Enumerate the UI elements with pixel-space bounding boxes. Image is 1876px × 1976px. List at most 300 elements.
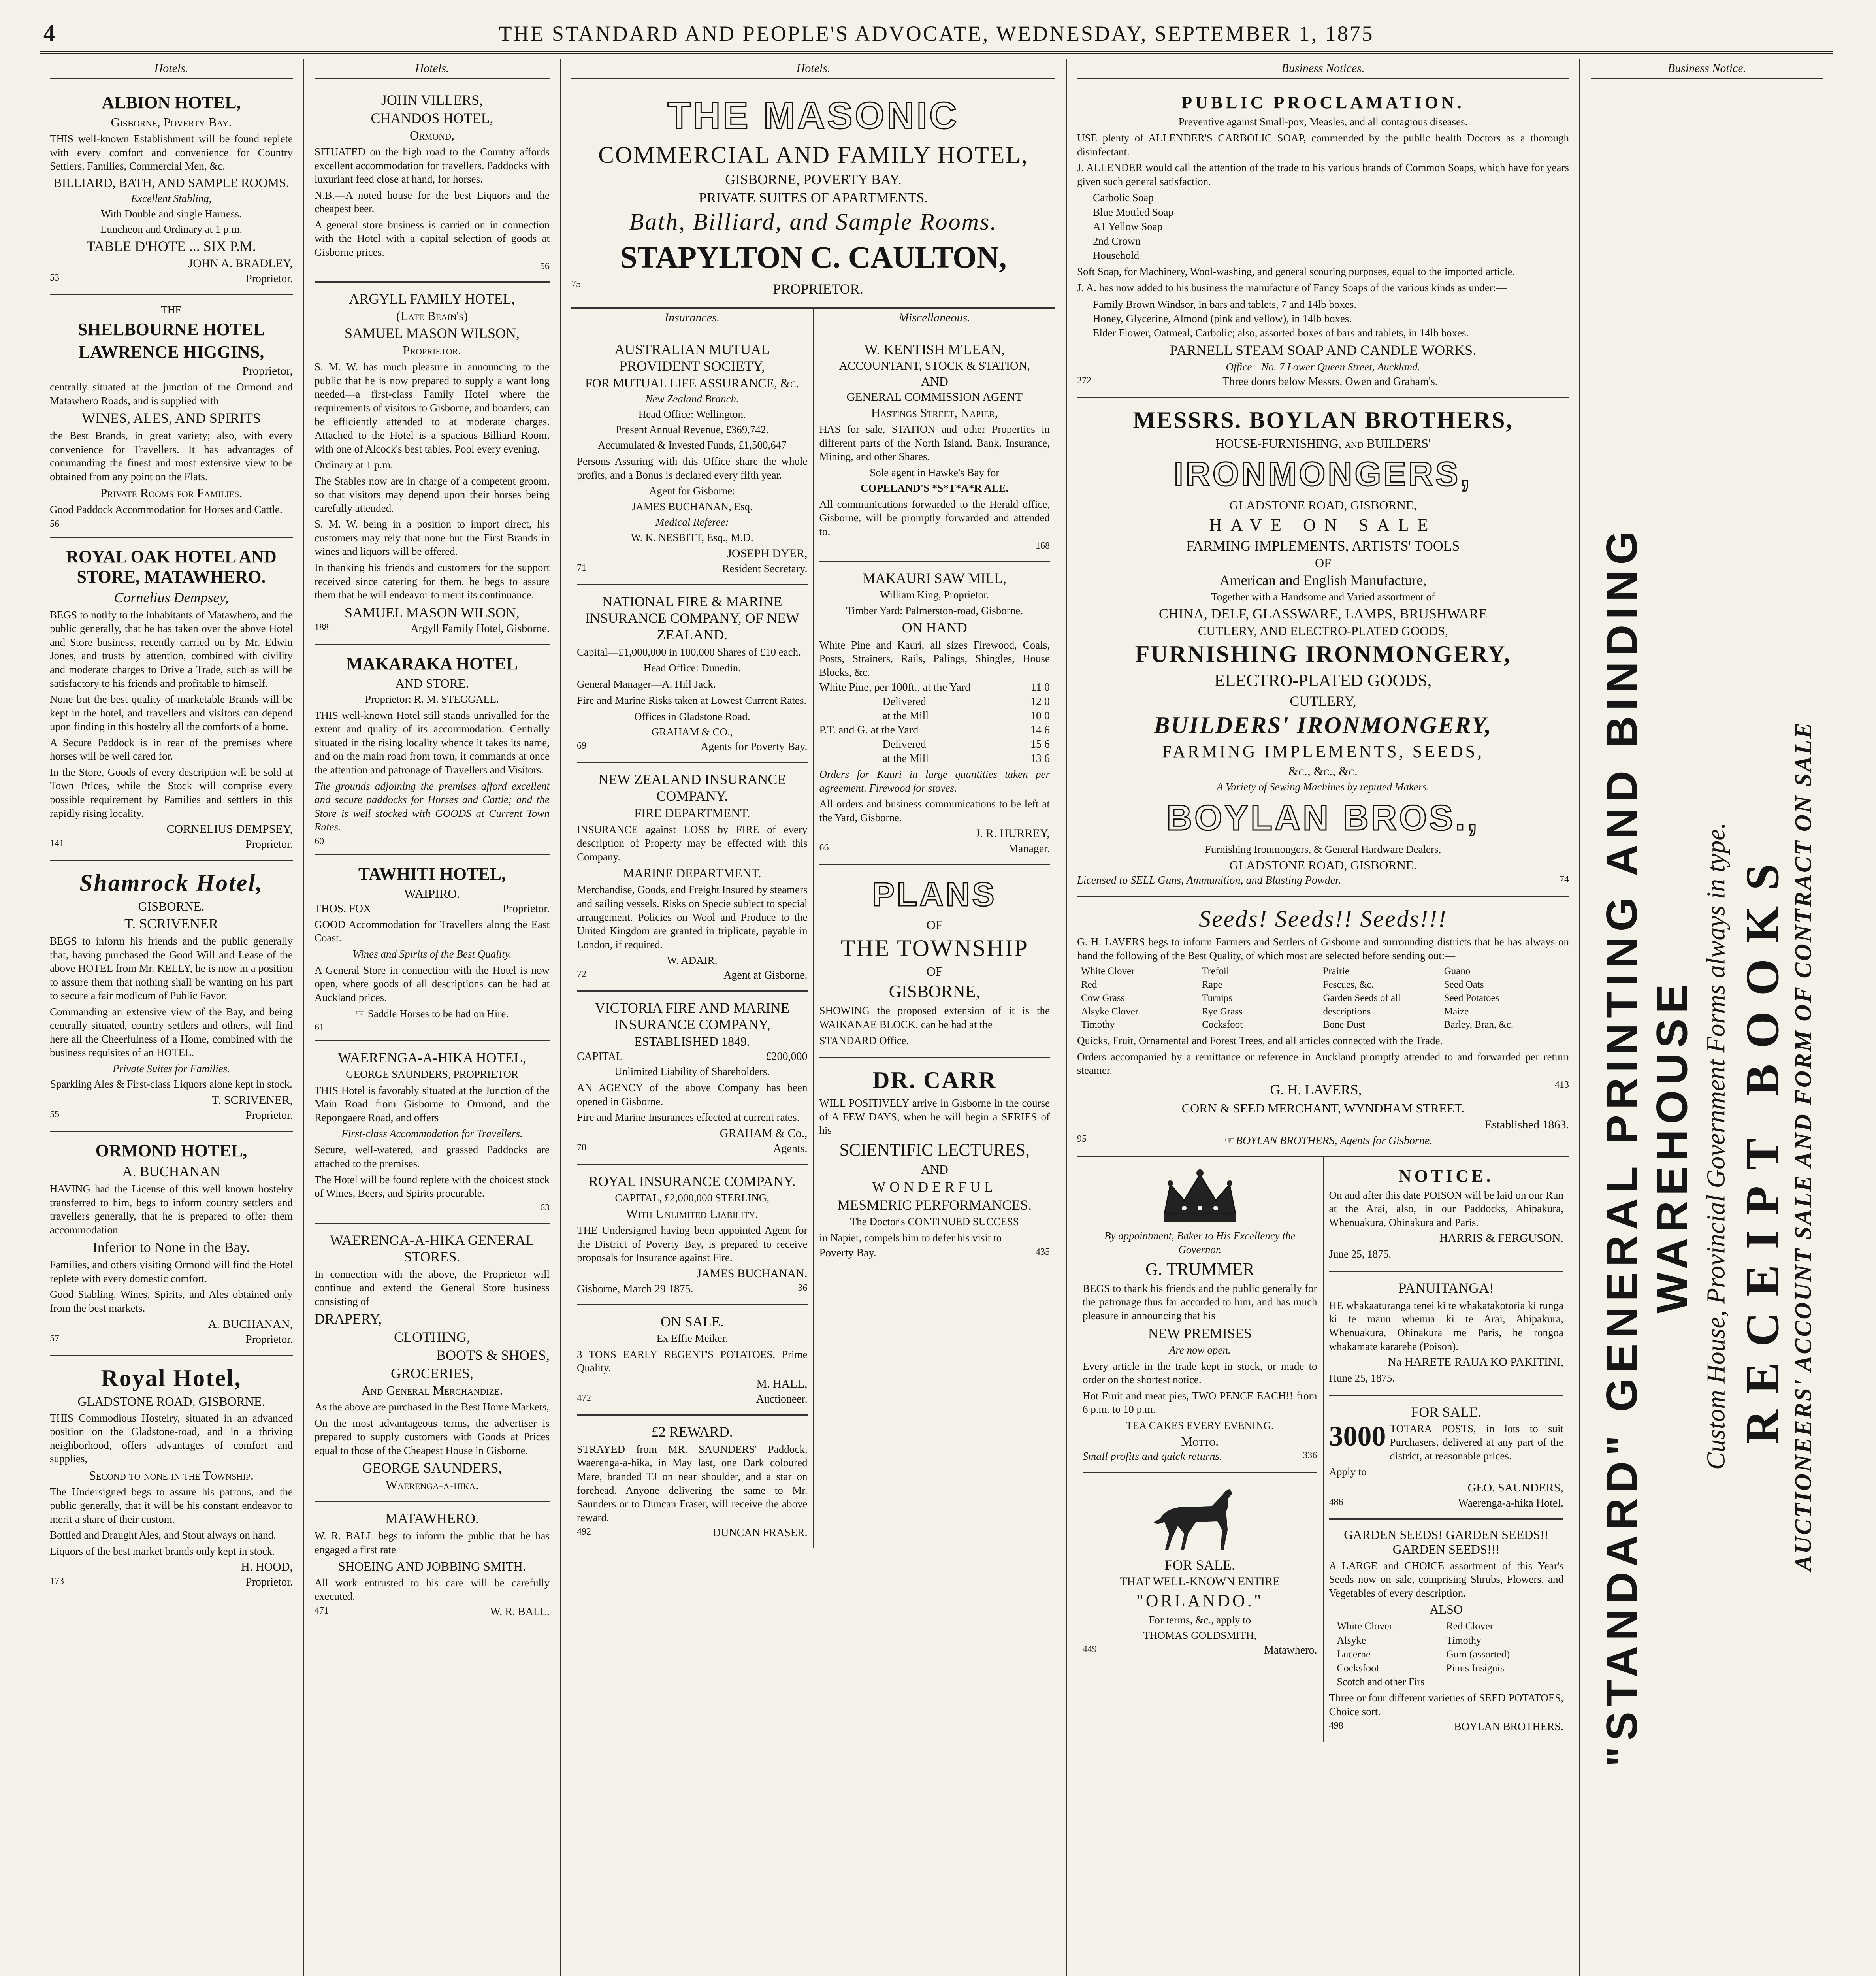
ad-line: ON HAND [902,619,967,635]
price-value: 14 6 [1030,724,1050,737]
ad-line: Small profits and quick returns. [1083,1450,1222,1463]
ad-title: £2 REWARD. [651,1424,733,1440]
ad-title: CHANDOS HOTEL, [371,110,493,126]
ad-line: Offices in Gladstone Road. [634,710,750,722]
ad-body: BEGS to thank his friends and the public generally for the patronage thus far accorded to him, and has much pleasure in announcing that his [1083,1282,1317,1322]
ad-body: WILL POSITIVELY arrive in Gisborne in the course of A FEW DAYS, when he will begin a SERIES of his [819,1097,1050,1137]
ad-place: Matawhero. [1264,1644,1317,1657]
insurance-misc-split [571,309,1055,1548]
seed-item: Maize [1444,1006,1469,1017]
ad-number: 471 [315,1605,329,1616]
ad-line: MARINE DEPARTMENT. [623,866,761,881]
ad-seeds-lavers [1077,897,1569,1157]
miscellaneous-column [814,309,1056,1548]
ad-line: STANDARD Office. [819,1034,909,1046]
ad-line: FIRE DEPARTMENT. [634,805,750,820]
seed-item: Garden Seeds of all [1323,992,1401,1003]
ad-body: BEGS to notify to the inhabitants of Matawhero, and the public generally, that he has taken over the above Hotel and Store business, recently carried on by Mr. Edwin Jones, and trusts by attention, combined with civility and moderate charges to Drive a Trade, such as will be satisfactory to his friends and profitable to himself. [50,609,293,689]
ad-title: Royal Hotel, [101,1365,242,1391]
ad-number: 66 [819,843,829,853]
column-4 [1067,59,1580,1976]
ad-body: INSURANCE against LOSS by FIRE of every description of Property may be effected with this Company. [577,823,808,863]
ad-signature: W. ADAIR, [667,954,718,967]
ad-signature: H. HOOD, [241,1560,293,1574]
ad-line: Second to none in the Township. [89,1468,254,1482]
ad-signature: JOHN A. BRADLEY, [188,256,293,270]
seed-item: Timothy [1081,1019,1115,1030]
ad-body: A general store business is carried on in connection with the Hotel with a capital selection of goods at Gisborne prices. [315,219,550,258]
ad-place: GISBORNE, [889,982,980,1001]
ad-line: HAVE ON SALE [1209,515,1437,535]
ad-number: 69 [577,740,586,751]
ad-title: ORMOND HOTEL, [95,1141,247,1161]
column-heading: Business Notices. [1077,59,1569,79]
column-heading: Business Notice. [1591,59,1823,79]
ad-big-number: 3000 [1329,1420,1386,1452]
business-right-column [1324,1157,1569,1742]
seed-item: White Clover [1337,1620,1393,1632]
ad-line: BUILDERS' IRONMONGERY, [1154,712,1492,739]
price-value: 11 0 [1031,681,1050,694]
price-item: at the Mill [882,752,929,765]
ad-title: ROYAL OAK HOTEL AND STORE, MATAWHERO. [66,547,277,586]
column-heading: Hotels. [315,59,550,79]
ad-line: COPELAND'S *S*T*A*R ALE. [861,482,1009,494]
ad-number: 57 [50,1333,59,1344]
ad-name: W. KENTISH M'LEAN, [864,341,1005,357]
ad-line: TABLE D'HOTE ... SIX P.M. [87,238,256,254]
ad-line: HOUSE-FURNISHING, and BUILDERS' [1215,436,1431,451]
ad-amp-society [577,333,808,585]
ad-line: NEW PREMISES [1148,1325,1252,1341]
ad-albion-hotel [50,84,293,295]
ad-shelbourne-hotel [50,295,293,538]
ad-signature: GRAHAM & CO., [651,726,733,738]
ad-title: MESSRS. BOYLAN BROTHERS, [1133,407,1513,433]
list-item: A1 Yellow Soap [1093,221,1163,233]
ad-line: &c., &c., &c. [1288,764,1358,779]
seed-item: Alsyke Clover [1081,1006,1139,1017]
ad-body: The Stables now are in charge of a competent groom, so that visitors may depend upon their horses being carefully attended. [315,475,550,514]
seed-item: Rape [1202,979,1222,990]
ad-line: "ORLANDO." [1136,1591,1264,1610]
ad-line: AND STORE. [395,676,469,690]
ad-title: MATAWHERO. [385,1510,479,1527]
ad-number: 61 [315,1022,324,1033]
ad-number: 413 [1555,1079,1569,1090]
ad-title: G. TRUMMER [1145,1259,1254,1279]
seed-item: White Clover [1081,966,1135,977]
ad-body: None but the best quality of marketable Brands will be kept in the hotel, and travellers and visitors can depend upon finding in this hostelry all the comforts of a home. [50,693,293,733]
ad-place: Argyll Family Hotel, Gisborne. [411,622,550,635]
ad-title: AUSTRALIAN MUTUAL PROVIDENT SOCIETY, [614,341,770,374]
ad-body: Good Paddock Accommodation for Horses and Cattle. [50,503,283,516]
ad-title: DR. CARR [872,1067,997,1094]
ad-line: By appointment, Baker to His Excellency the Governor. [1104,1229,1296,1256]
ad-line: Ex Effie Meiker. [656,1332,728,1344]
ad-title: ARGYLL FAMILY HOTEL, [349,291,515,307]
ad-body: HAVING had the License of this well known hostelry transferred to him, begs to inform country settlers and travellers generally, that he is prepared to offer them accommodation [50,1183,293,1236]
ad-number: 141 [50,838,64,849]
seed-item: Barley, Bran, &c. [1444,1019,1514,1030]
ad-body: As the above are purchased in the Best Home Markets, [315,1401,549,1413]
ad-line: OF [926,918,943,932]
ad-name: SAMUEL MASON WILSON, [344,325,520,341]
ad-body: S. M. W. has much pleasure in announcing to the public that he is now prepared to supply a want long needed—a first-class Family Hotel where the requirements of visitors to Gisborne, and boarders, can be efficiently attended to at moderate charges. Attached to the Hotel is a spacious Billiard Room, with one of Alcock's best tables. Pool every evening. [315,361,550,455]
seed-item: Cocksfoot [1337,1662,1379,1674]
price-row [819,752,1050,765]
ad-body: J. ALLENDER would call the attention of the trade to his various brands of Common Soaps, which have for years given such general satisfaction. [1077,162,1569,187]
ad-body: Capital—£1,000,000 in 100,000 Shares of £10 each. [577,646,801,658]
ad-title: Seeds! Seeds!! Seeds!!! [1199,906,1447,932]
ad-body: the Best Brands, in great variety; also, with every convenience for Travellers. It has advantages of commanding the finest and most extensive view to be obtained from any point on the Flats. [50,430,293,483]
ad-royal-oak-hotel [50,538,293,861]
ad-line: And General Merchandize. [361,1383,503,1398]
ad-dr-carr [819,1058,1050,1268]
price-value: 10 0 [1030,710,1050,722]
ad-line [1223,1134,1432,1147]
ad-shamrock-hotel [50,861,293,1132]
business-left-column [1077,1157,1324,1742]
ad-signature: Na HARETE RAUA KO PAKITINI, [1388,1356,1563,1369]
ad-line-text: Saddle Horses to be had on Hire. [367,1007,509,1020]
price-item: Delivered [882,696,926,708]
column-heading: Hotels. [50,59,293,79]
ad-body: Families, and others visiting Ormond will find the Hotel replete with every domestic comfort. [50,1259,293,1284]
ad-line: AND [921,1162,948,1177]
ad-number: 70 [577,1142,586,1153]
ad-notice-poison [1329,1157,1564,1272]
ad-line: Excellent Stabling, [131,192,212,204]
ad-body: A LARGE and CHOICE assortment of this Year's Seeds now on sale, comprising Shrubs, Flowers, and Vegetables of every description. [1329,1559,1563,1599]
ad-title: ALBION HOTEL, [102,93,241,112]
ad-role: Proprietor. [403,343,461,358]
ad-role: Proprietor, [242,364,293,378]
list-item: Honey, Glycerine, Almond (pink and yellow), in 14lb boxes. [1093,313,1352,324]
seed-item: Rye Grass [1202,1006,1243,1017]
ad-number: 72 [577,969,586,980]
seed-item: Trefoil [1202,966,1229,977]
ad-line: THE TOWNSHIP [840,935,1028,962]
ad-line: First-class Accommodation for Travellers. [341,1128,523,1140]
ad-body: HE whakaaturanga tenei ki te whakatakotoria ki runga ki te mauu whenua ki te Arai, Ahipakura, Whenuakura, Ohinakura me Paris, he rongoa whakamate kararehe (Poison). [1329,1299,1563,1352]
seed-item: descriptions [1323,1006,1371,1017]
soap-list [1093,190,1569,262]
ad-body: Merchandise, Goods, and Freight Insured by steamers and sailing vessels. Risks on Specie subject to special arrangement. Policies on Wool and Produce to the United Kingdom are granted in triplicate, payable in London, if required. [577,884,808,950]
seed-item: Cocksfoot [1202,1019,1243,1030]
ad-signature: M. HALL, [756,1377,808,1390]
ad-title: ON SALE. [660,1313,724,1329]
seed-item: Seed Potatoes [1444,992,1499,1003]
ad-title: FOR SALE. [1164,1557,1235,1573]
ad-title: NEW ZEALAND INSURANCE COMPANY. [598,771,786,804]
ad-signature: JOSEPH DYER, [727,547,808,560]
ad-line: CUTLERY, [1290,693,1356,709]
ad-value: £200,000 [766,1050,808,1063]
ad-line: FOR MUTUAL LIFE ASSURANCE, &c. [585,376,799,390]
ad-panuitanga [1329,1272,1564,1396]
ad-body: THIS Commodious Hostelry, situated in an advanced position on the Gladstone-road, and in a thriving neighborhood, offers advantages of comfort and supplies, [50,1412,293,1465]
ad-body: SITUATED on the high road to the Country affords excellent accommodation for travellers. Paddocks with luxuriant feed close at hand, for horses. [315,146,550,185]
list-item: Carbolic Soap [1093,192,1154,204]
ad-line: For terms, &c., apply to [1149,1614,1251,1626]
ad-line: A Variety of Sewing Machines by reputed Makers. [1217,781,1430,793]
ad-line: PRIVATE SUITES OF APARTMENTS. [699,190,928,206]
ad-role: Proprietor. [246,838,293,851]
horse-icon [1083,1482,1317,1554]
ad-title: SHELBOURNE HOTEL [77,320,265,339]
ad-line: Proprietor: R. M. STEGGALL. [365,693,499,705]
ad-title: MAKARAKA HOTEL [346,654,518,673]
ad-line: Apply to [1329,1466,1367,1478]
ad-line: Luncheon and Ordinary at 1 p.m. [100,223,243,235]
garden-seed-grid [1337,1619,1556,1688]
seed-item: Alsyke [1337,1634,1366,1646]
ad-body: Quicks, Fruit, Ornamental and Forest Trees, and all articles connected with the Trade. [1077,1035,1443,1047]
ad-body: USE plenty of ALLENDER'S CARBOLIC SOAP, commended by the public health Doctors as a thorough disinfectant. [1077,132,1569,158]
ad-line: OF [926,964,943,979]
ad-place: Gisborne, Poverty Bay. [111,115,232,129]
ad-line: Furnishing Ironmongers, & General Hardware Dealers, [1205,843,1441,856]
ad-body: STRAYED from MR. SAUNDERS' Paddock, Waerenga-a-hika, in May last, one Dark coloured Mare, branded TJ on near shoulder, and a star on forehead. Anyone delivering the same to Mr. Saunders or to Duncan Fraser, will receive the above reward. [577,1443,808,1523]
ad-line: JAMES BUCHANAN, Esq. [631,500,753,513]
ad-role: GENERAL COMMISSION AGENT [846,390,1023,403]
ad-line: TEA CAKES EVERY EVENING. [1126,1419,1274,1431]
price-value: 15 6 [1030,738,1050,751]
ad-line: With Unlimited Liability. [626,1207,759,1221]
ad-owner: STAPYLTON C. CAULTON, [620,240,1007,274]
ad-line: Unlimited Liability of Shareholders. [614,1065,770,1078]
seed-item: Fescues, &c. [1323,979,1374,990]
ad-title: Shamrock Hotel, [79,870,264,896]
price-row [819,696,1050,708]
ad-line: GROCERIES, [390,1365,474,1382]
ad-place: Ormond, [409,128,454,142]
ad-title: MAKAURI SAW MILL, [863,570,1006,586]
ad-body: Secure, well-watered, and grassed Paddocks are attached to the premises. [315,1144,550,1169]
list-item: Household [1093,249,1139,262]
ad-date: June 25, 1875. [1329,1248,1391,1260]
ad-number: 53 [50,272,59,283]
ad-line: Established 1863. [1484,1118,1569,1131]
ad-line: W. K. NESBITT, Esq., M.D. [631,531,753,543]
column-5 [1580,59,1833,1976]
ad-body: The Hotel will be found replete with the choicest stock of Wines, Beers, and Spirits procurable. [315,1173,550,1199]
ad-line: Are now open. [1169,1344,1231,1356]
ad-line: Head Office: Wellington. [638,408,746,420]
ad-role: Proprietor. [246,1576,293,1589]
ad-royal-hotel [50,1356,293,1598]
ad-name: A. BUCHANAN [122,1163,220,1180]
ad-body: W. R. BALL begs to inform the public that he has engaged a first rate [315,1530,550,1556]
ad-boylan-brothers [1077,398,1569,897]
business-split [1077,1157,1569,1742]
ad-role: Proprietor. [246,1109,293,1122]
ad-on-sale-potatoes [577,1305,808,1416]
list-item: Blue Mottled Soap [1093,206,1173,218]
ad-line: DRAPERY, [315,1311,382,1327]
ad-body: The grounds adjoining the premises afford excellent and secure paddocks for Horses and Cattle; and the Store is well stocked with GOODS at Current Town Rates. [315,780,550,833]
ad-number: 435 [1036,1247,1050,1258]
ad-line: The Doctor's CONTINUED SUCCESS [850,1215,1019,1227]
ad-line: Private Rooms for Families. [100,486,243,500]
ad-title: PLANS [872,876,997,913]
ad-body: BEGS to inform his friends and the public generally that, having purchased the Good Will and Lease of the above HOTEL from Mr. KELLY, he is now in a position to assure them that nothing shall be wanting on his part to secure a fair modicum of Public Favor. [50,935,293,1002]
ad-body: In the Store, Goods of every description will be sold at Town Prices, while the Stock will comprise every possible requirement by Families and settlers in this rapidly rising locality. [50,766,293,819]
ad-line: Accumulated & Invested Funds, £1,500,647 [597,439,787,451]
ad-body: SHOWING the proposed extension of it is the WAIKANAE BLOCK, can be had at the [819,1005,1050,1031]
column-1 [40,59,304,1976]
ad-body: N.B.—A noted house for the best Liquors and the cheapest beer. [315,189,550,215]
ad-signature: A. BUCHANAN, [208,1317,293,1331]
ad-signature: G. H. LAVERS, [1270,1081,1362,1097]
ad-body: THIS Hotel is favorably situated at the Junction of the Main Road from Gisborne to Ormond, and the Repongaere Road, and offers [315,1084,550,1124]
ad-name: LAWRENCE HIGGINS, [78,342,264,362]
ad-signature: JAMES BUCHANAN. [697,1267,808,1280]
ad-title: FOR SALE. [1411,1404,1482,1420]
ad-name: JOHN VILLERS, [381,92,483,108]
ad-body: All communications forwarded to the Herald office, Gisborne, will be promptly forwarded and attended to. [819,498,1050,537]
ad-number: 74 [1560,874,1569,885]
ad-body: 3 TONS EARLY REGENT'S POTATOES, Prime Quality. [577,1348,808,1374]
price-row [819,738,1050,751]
ad-body: The Undersigned begs to assure his patrons, and the public generally, that it will be his constant endeavor to merit a share of their custom. [50,1486,293,1525]
ad-masonic-hotel [571,84,1055,309]
ad-line: Agent for Gisborne: [649,485,735,497]
section-heading: Insurances. [577,309,808,328]
ad-number: 63 [540,1202,550,1213]
ad-body: A General Store in connection with the Hotel is now open, where goods of all descriptions can be had at Auckland prices. [315,964,550,1003]
ad-ormond-hotel [50,1132,293,1356]
ad-chandos-hotel [315,84,550,283]
ad-line: Wines and Spirits of the Best Quality. [352,948,512,960]
ad-role: Proprietor. [246,272,293,285]
ad-line: Timber Yard: Palmerston-road, Gisborne. [846,604,1023,617]
ad-line: Present Annual Revenue, £369,742. [616,424,769,436]
ad-body: TOTARA POSTS, in lots to suit Purchasers, delivered at any part of the district, at reasonable prices. [1390,1422,1563,1462]
price-item: White Pine, per 100ft., at the Yard [819,681,971,694]
ad-garden-seeds [1329,1520,1564,1742]
ad-makaraka-hotel [315,645,550,855]
ad-waerenga-hotel [315,1041,550,1224]
ad-body: Commanding an extensive view of the Bay, and being centrally situated, country settlers and others, will find here all the Cheerfulness of a Home, combined with the business requisites of an HOTEL. [50,1005,293,1059]
ad-date: Hune 25, 1875. [1329,1372,1395,1384]
ad-body: Soft Soap, for Machinery, Wool-washing, and general scouring purposes, equal to the imported article. [1077,266,1515,278]
ad-place: WAIPIRO. [404,886,460,901]
price-row [819,710,1050,722]
ad-body-row [1329,1422,1564,1463]
ad-body: Three or four different varieties of SEED POTATOES, Choice sort. [1329,1691,1563,1718]
ad-line: PARNELL STEAM SOAP AND CANDLE WORKS. [1170,342,1477,358]
ad-line: IRONMONGERS, [1173,455,1473,493]
column-heading: Hotels. [571,59,1055,79]
ad-reward [577,1416,808,1548]
ad-place: GISBORNE, POVERTY BAY. [725,172,902,187]
ad-body: Liquors of the best market brands only kept in stock. [50,1545,275,1557]
ad-body: Fire and Marine Insurances effected at current rates. [577,1111,800,1124]
printing-warehouse-ad [1580,375,1833,1917]
column-2 [304,59,561,1976]
ad-line: Sparkling Ales & First-class Liquors alone kept in stock. [50,1078,292,1090]
ad-body: White Pine and Kauri, all sizes Firewood, Coals, Posts, Strainers, Rails, Palings, Shingles, House Blocks, &c. [819,639,1050,678]
seed-item: Bone Dust [1323,1019,1365,1030]
ad-tawhiti-hotel [315,855,550,1041]
seed-item: Pinus Insignis [1446,1662,1504,1674]
ad-label: CAPITAL [577,1050,623,1063]
price-value: 13 6 [1030,752,1050,765]
ad-name: Cornelius Dempsey, [114,589,229,605]
ad-signature: BOYLAN BROTHERS. [1454,1721,1563,1733]
ad-line: Together with a Handsome and Varied assortment of [1211,590,1435,603]
ad-line: William King, Proprietor. [880,589,989,601]
ad-body: centrally situated at the junction of the Ormond and Matawhero Roads, and is supplied with [50,381,293,407]
ad-title: NOTICE. [1398,1166,1494,1186]
ad-title: ROYAL INSURANCE COMPANY. [588,1173,796,1189]
ad-signature: GRAHAM & Co., [720,1126,808,1140]
price-value: 12 0 [1030,696,1050,708]
price-item: Delivered [882,738,926,751]
insurances-column [571,309,814,1548]
ad-signature: W. R. BALL. [490,1605,550,1618]
ad-title: "STANDARD" GENERAL PRINTING AND BINDING WAREHOUSE [1597,525,1697,1767]
ad-body: All orders and business communications to be left at the Yard, Gisborne. [819,798,1050,824]
ad-line: Inferior to None in the Bay. [92,1239,250,1256]
ad-line: CLOTHING, [394,1329,470,1345]
ad-line: Preventive against Small-pox, Measles, and all contagious diseases. [1178,116,1468,128]
seed-item: Turnips [1202,992,1233,1003]
price-item: at the Mill [882,710,929,722]
price-row [819,681,1050,694]
ad-body: Every article in the trade kept in stock, or made to order on the shortest notice. [1083,1360,1317,1386]
vertical-ad-text [1597,395,1817,1897]
ad-line: BILLIARD, BATH, AND SAMPLE ROOMS. [53,175,289,190]
ad-body: Persons Assuring with this Office share the whole profits, and a Bonus is declared every fifth year. [577,455,808,481]
ad-number: 60 [315,836,324,847]
ad-victoria-insurance [577,992,808,1165]
ad-line: American and English Manufacture, [1219,572,1427,588]
ad-body: THIS well-known Establishment will be found replete with every comfort and convenience for Country Settlers, Families, Commercial Men, &c. [50,133,293,172]
ad-number: 56 [50,519,59,529]
ad-body: Fire and Marine Risks taken at Lowest Current Rates. [577,694,807,707]
ad-line: Office—No. 7 Lower Queen Street, Auckland. [1226,360,1420,373]
ad-number: 188 [315,622,329,633]
ad-number: 173 [50,1576,64,1587]
seed-item: Timothy [1446,1634,1481,1646]
ad-line-text: BOYLAN BROTHERS, Agents for Gisborne. [1236,1134,1433,1147]
ad-title: GARDEN SEEDS! GARDEN SEEDS!! GARDEN SEEDS!!! [1344,1527,1549,1556]
ad-line: New Zealand Branch. [645,393,739,405]
ad-royal-insurance [577,1165,808,1305]
ad-place: GLADSTONE ROAD, GISBORNE. [77,1394,265,1408]
ad-line: General Manager—A. Hill Jack. [577,678,716,690]
ad-line: SHOEING AND JOBBING SMITH. [338,1559,526,1573]
ad-title: PANUITANGA! [1398,1280,1494,1296]
ad-number: 486 [1329,1497,1343,1507]
ad-title: WAERENGA-A-HIKA GENERAL STORES. [330,1232,534,1265]
ad-horse-for-sale [1083,1473,1317,1665]
section-heading: Miscellaneous. [819,309,1050,328]
price-item: P.T. and G. at the Yard [819,724,919,737]
ad-signature: HARRIS & FERGUSON. [1439,1231,1563,1245]
ad-line: (Late Beain's) [396,309,468,323]
ad-place: Waerenga-a-hika Hotel. [1458,1497,1563,1509]
ad-role: Agents. [773,1142,808,1155]
ad-body: AN AGENCY of the above Company has been opened in Gisborne. [577,1082,808,1107]
ad-number: 55 [50,1109,59,1120]
ad-body: G. H. LAVERS begs to inform Farmers and Settlers of Gisborne and surrounding districts that he has always on hand the following of the Best Quality, of which most are selected before sending out:— [1077,936,1569,962]
ad-signature: CORNELIUS DEMPSEY, [166,822,293,836]
seed-item: Cow Grass [1081,992,1125,1003]
